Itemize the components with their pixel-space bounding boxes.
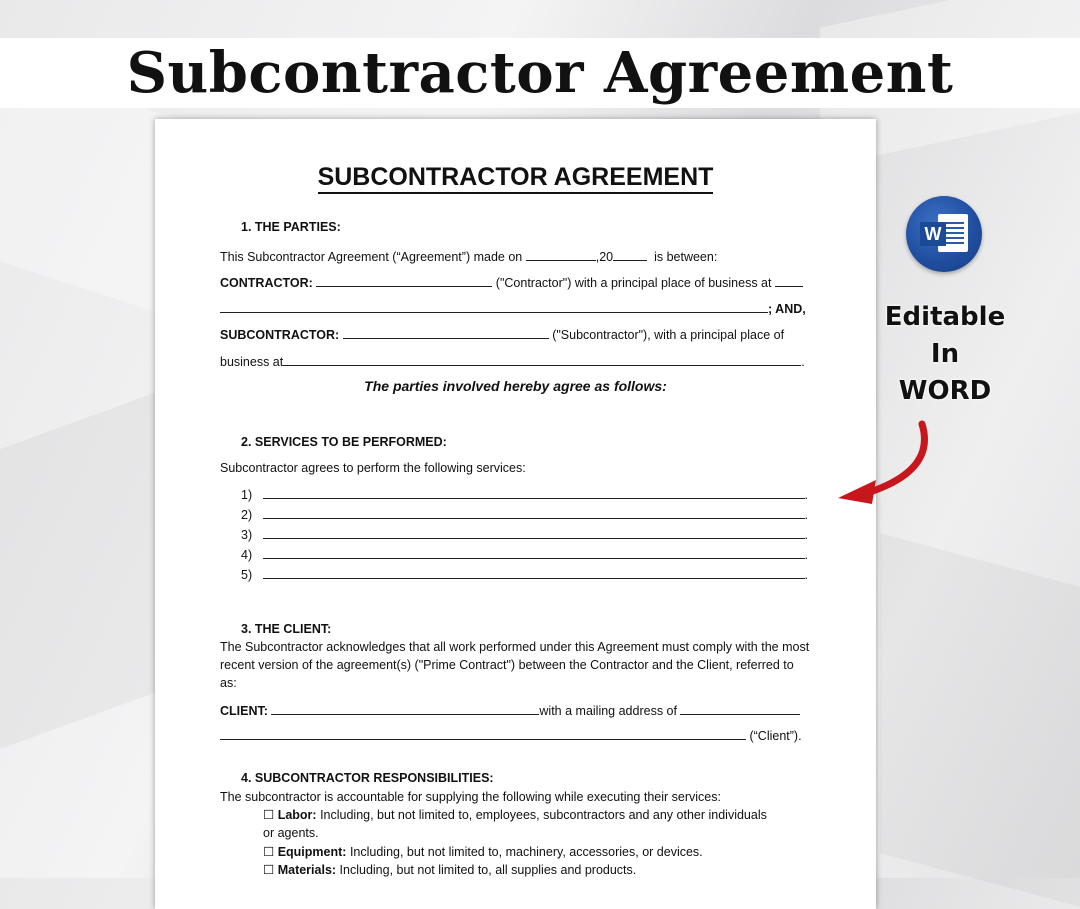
client-address-blank-2 xyxy=(220,727,746,740)
red-arrow-icon xyxy=(830,420,940,510)
title-banner xyxy=(0,38,1080,108)
agreement-statement: The parties involved hereby agree as follows: xyxy=(364,378,667,394)
contractor-address-blank-2 xyxy=(220,300,768,313)
document-page xyxy=(155,119,876,909)
date-blank xyxy=(526,248,596,261)
banner-title: Subcontractor Agreement xyxy=(126,40,954,106)
year-blank xyxy=(613,248,647,261)
contractor-name-blank xyxy=(316,274,492,287)
document-title: SUBCONTRACTOR AGREEMENT xyxy=(155,163,876,192)
contractor-line: CONTRACTOR: ("Contractor") with a principal place of business at xyxy=(220,274,803,291)
checkbox-item-labor-cont: or agents. xyxy=(263,826,319,840)
client-name-blank xyxy=(271,702,539,715)
checkbox[interactable]: ☐ xyxy=(263,863,275,877)
client-address-blank xyxy=(680,702,800,715)
checkbox[interactable]: ☐ xyxy=(263,845,275,859)
checkbox-item-materials: ☐ Materials: Including, but not limited to, all supplies and products. xyxy=(263,863,637,877)
client-end-line: (“Client”). xyxy=(220,727,802,744)
contractor-address-blank xyxy=(775,274,803,287)
list-item: 2) . xyxy=(241,508,809,522)
intro-line: This Subcontractor Agreement (“Agreement”) made on ,20 is between: xyxy=(220,250,718,264)
services-intro: Subcontractor agrees to perform the following services: xyxy=(220,461,526,475)
subcontractor-line: SUBCONTRACTOR: ("Subcontractor"), with a principal place of xyxy=(220,328,785,342)
list-item: 1) . xyxy=(241,488,809,502)
subcontractor-address-blank xyxy=(283,353,801,366)
list-item: 3) . xyxy=(241,528,809,542)
business-line: business at . xyxy=(220,355,805,369)
section-4-heading: 4. SUBCONTRACTOR RESPONSIBILITIES: xyxy=(241,771,494,785)
background-facet xyxy=(880,533,1080,907)
client-paragraph: The Subcontractor acknowledges that all work performed under this Agreement must comply with the most recent version of the agreement(s) ("Prime Contract") between the Contractor and the Client, referred to as: xyxy=(220,640,810,690)
list-item: 4) . xyxy=(241,548,809,562)
services-list xyxy=(241,486,808,586)
in-label: In xyxy=(930,339,960,369)
section-1-heading: 1. THE PARTIES: xyxy=(241,220,341,234)
background-facet xyxy=(0,391,160,749)
checkbox-item-equipment: ☐ Equipment: Including, but not limited to, machinery, accessories, or devices. xyxy=(263,845,703,859)
checkbox[interactable]: ☐ xyxy=(263,808,275,822)
list-item: 5) . xyxy=(241,568,809,582)
contractor-address-line: ; AND, xyxy=(220,300,806,317)
checkbox-item-labor: ☐ Labor: Including, but not limited to, employees, subcontractors and any other individuals xyxy=(263,808,767,822)
section-2-heading: 2. SERVICES TO BE PERFORMED: xyxy=(241,435,447,449)
subcontractor-name-blank xyxy=(343,326,549,339)
responsibilities-intro: The subcontractor is accountable for supplying the following while executing their services: xyxy=(220,790,721,804)
word-icon: W xyxy=(906,196,982,272)
client-line: CLIENT: with a mailing address of xyxy=(220,702,800,719)
word-label: WORD xyxy=(898,376,992,406)
editable-label: Editable xyxy=(884,302,1006,332)
section-3-heading: 3. THE CLIENT: xyxy=(241,622,332,636)
